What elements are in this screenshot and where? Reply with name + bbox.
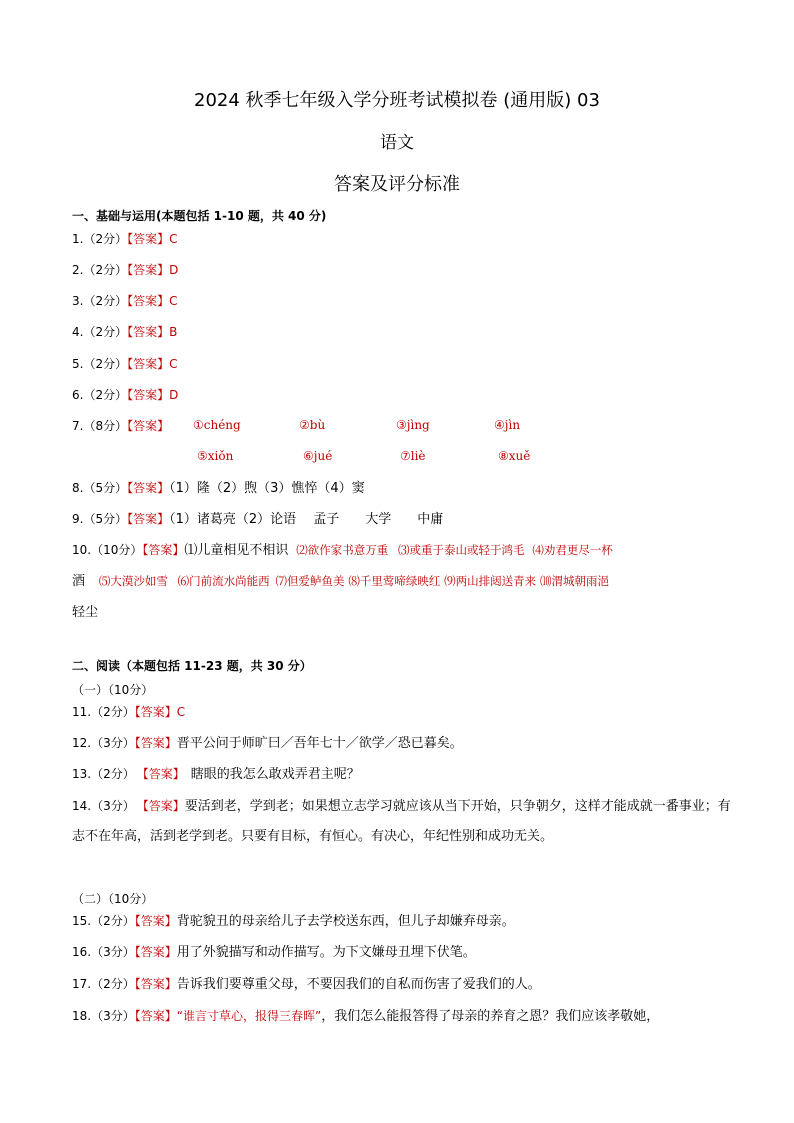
answer-tag: 【答案】	[127, 232, 170, 246]
pinyin-answer: ①chéng	[193, 418, 241, 432]
question-number: 10.（10分）	[72, 543, 143, 557]
pinyin-answer: ②bù	[299, 418, 326, 432]
question-number: 7.（8分）	[72, 419, 128, 433]
question-number: 16.（3分）	[72, 945, 135, 959]
answer-tag: 【答案】	[134, 1009, 177, 1023]
answer-tag: 【答案】	[134, 705, 177, 719]
pinyin-answer: ③jìng	[396, 418, 430, 432]
answer-value: 要活到老，学到老；如果想立志学习就应该从当下开始，只争朝夕，这样才能成就一番事业；有志不在年高，活到老学到老。只要有目标，有恒心。有决心，年纪性别和成功无关。	[72, 799, 731, 844]
poem-line: ⑼两山排闼送青来	[444, 574, 537, 588]
question-number: 13.（2分）	[72, 767, 135, 781]
poem-line: ⑻千里莺啼绿映红	[348, 574, 441, 588]
pinyin-answer: ⑧xuě	[498, 449, 531, 463]
question-number: 3.（2分）	[72, 294, 128, 308]
question-number: 11.（2分）	[72, 705, 135, 719]
answer-row-q10-cont	[72, 573, 609, 590]
answer-row-q10-cont	[72, 604, 98, 621]
answer-tag: 【答案】	[127, 294, 170, 308]
answer-tag: 【答案】	[142, 767, 185, 781]
answer-tag: 【答案】	[127, 357, 170, 371]
answer-value: 背驼貌丑的母亲给儿子去学校送东西，但儿子却嫌弃母亲。	[176, 914, 515, 929]
answer-value: D	[169, 263, 179, 277]
section-heading-reading: 二、阅读（本题包括 11-23 题，共 30 分）	[72, 659, 312, 673]
question-number: 2.（2分）	[72, 263, 128, 277]
question-number: 14.（3分）	[72, 799, 135, 813]
answer-tag: 【答案】	[134, 977, 177, 991]
page-subtitle: 答案及评分标准	[334, 174, 460, 195]
answer-row-q14	[72, 791, 732, 852]
poem-line: ⑸大漠沙如雪	[98, 574, 168, 588]
answer-row	[72, 356, 178, 372]
pinyin-answer: ⑤xiǒn	[197, 449, 234, 463]
poem-line: ⑽渭城朝雨浥	[539, 574, 609, 588]
answer-tag: 【答案】	[127, 419, 170, 433]
page-title: 2024 秋季七年级入学分班考试模拟卷 (通用版) 03	[194, 90, 600, 111]
answer-row-q13	[72, 766, 360, 783]
question-number: 12.（3分）	[72, 736, 135, 750]
question-number: 15.（2分）	[72, 914, 135, 928]
answer-row-q11	[72, 704, 185, 720]
answer-tag: 【答案】	[142, 799, 185, 813]
poem-line: ⑵欲作家书意万重	[296, 543, 389, 557]
answer-value: （1）隆（2）煦（3）憔悴（4）窦	[169, 481, 365, 496]
answer-row-q16	[72, 944, 476, 961]
poem-line: ⑷劝君更尽一杯	[532, 543, 613, 557]
answer-value: C	[169, 294, 178, 308]
answer-tag: 【答案】	[127, 325, 170, 339]
answer-row-q17	[72, 976, 541, 993]
answer-row-q12	[72, 735, 463, 752]
answer-tag: 【答案】	[142, 543, 185, 557]
answer-row-q8	[72, 480, 365, 497]
answer-row-q7	[72, 418, 169, 434]
answer-value: 告诉我们要尊重父母，不要因我们的自私而伤害了爱我们的人。	[176, 977, 541, 992]
answer-tag: 【答案】	[127, 512, 170, 526]
answer-value: B	[169, 325, 178, 339]
answer-row	[72, 387, 178, 403]
answer-value: 瞎眼的我怎么敢戏弄君主呢？	[190, 767, 360, 782]
poem-line: 酒	[72, 574, 86, 589]
answer-row-q18	[72, 1008, 659, 1025]
answer-tag: 【答案】	[134, 736, 177, 750]
answer-row-q10	[72, 542, 613, 559]
answer-row-q9	[72, 511, 443, 528]
answer-value: D	[169, 388, 179, 402]
subject-title: 语文	[380, 133, 414, 153]
question-number: 17.（2分）	[72, 977, 135, 991]
answer-tag: 【答案】	[127, 263, 170, 277]
answer-tag: 【答案】	[134, 945, 177, 959]
answer-row	[72, 324, 177, 340]
answer-tag: 【答案】	[134, 914, 177, 928]
answer-value: ，我们怎么能报答得了母亲的养育之恩？我们应该孝敬她，	[321, 1009, 660, 1024]
question-number: 18.（3分）	[72, 1009, 135, 1023]
answer-value: C	[169, 232, 178, 246]
question-number: 1.（2分）	[72, 232, 128, 246]
question-number: 6.（2分）	[72, 388, 128, 402]
answer-value: C	[176, 705, 186, 719]
answer-value: C	[169, 357, 178, 371]
pinyin-answer: ⑦liè	[400, 449, 426, 463]
answer-row	[72, 231, 178, 247]
answer-value: 用了外貌描写和动作描写。为下文嫌母丑埋下伏笔。	[176, 945, 476, 960]
reading-part-heading: （一）（10分）	[72, 683, 154, 697]
answer-quote: “谁言寸草心，报得三春晖”	[176, 1009, 322, 1023]
poem-line: ⑶或重于泰山或轻于鸿毛	[398, 543, 525, 557]
poem-line: ⑺但爱鲈鱼美	[275, 574, 345, 588]
answer-value: 晋平公问于师旷曰／吾年七十／欲学／恐已暮矣。	[176, 736, 463, 751]
section-heading-basics: 一、基础与运用(本题包括 1-10 题，共 40 分)	[72, 209, 327, 223]
question-number: 9.（5分）	[72, 512, 128, 526]
question-number: 4.（2分）	[72, 325, 128, 339]
answer-row	[72, 293, 178, 309]
question-number: 5.（2分）	[72, 357, 128, 371]
pinyin-answer: ⑥jué	[303, 449, 333, 463]
answer-row-q15	[72, 913, 515, 930]
answer-tag: 【答案】	[127, 481, 170, 495]
poem-line: ⑴儿童相见不相识	[184, 543, 289, 558]
reading-part-heading: （二）（10分）	[72, 892, 154, 906]
answer-row	[72, 262, 178, 278]
poem-line: ⑹门前流水尚能西	[177, 574, 270, 588]
answer-tag: 【答案】	[127, 388, 170, 402]
poem-line: 轻尘	[72, 605, 99, 620]
pinyin-answer: ④jìn	[494, 418, 521, 432]
question-number: 8.（5分）	[72, 481, 128, 495]
answer-value: （1）诸葛亮（2）论语 孟子 大学 中庸	[169, 512, 444, 527]
